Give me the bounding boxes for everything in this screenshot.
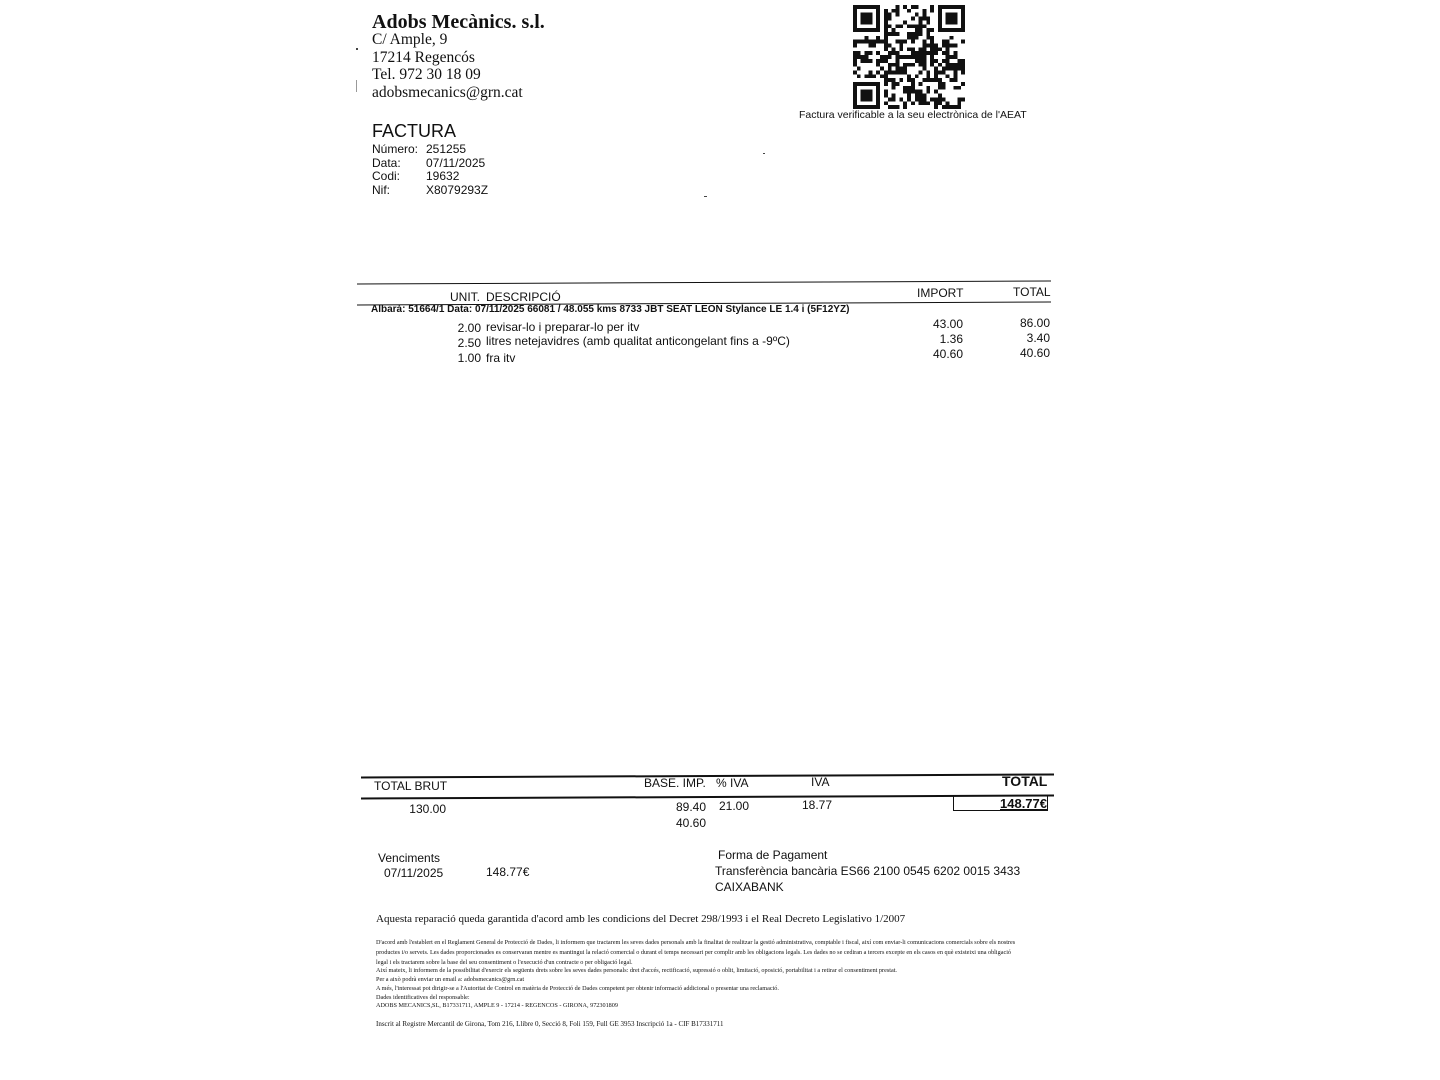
company-street: C/ Ample, 9 xyxy=(372,31,448,48)
totals-header-total: TOTAL xyxy=(1002,773,1048,789)
company-name: Adobs Mecànics. s.l. xyxy=(372,11,545,33)
guarantee-text: Aquesta reparació queda garantida d'acord amb les condicions del Decret 298/1993 i el Real Decreto Legislativo 1/2007 xyxy=(376,913,906,925)
row-import: 40.60 xyxy=(932,347,963,361)
scan-speck xyxy=(763,153,765,154)
albara-line: Albarà: 51664/1 Data: 07/11/2025 66081 / 48.055 kms 8733 JBT SEAT LEON Stylance LE 1.4 i (5F12YZ) xyxy=(371,304,850,315)
iva-amount-value: 18.77 xyxy=(802,798,833,812)
privacy-line: Així mateix, li informem de la possibilitat d'exercir els següents drets sobre les seves dades personals: dret d'accés, rectificació, supressió o oblit, limitació, oposició, portabilitat i a retirar el consentiment prestat. xyxy=(376,967,897,974)
row-description: revisar-lo i preparar-lo per itv xyxy=(486,320,640,334)
invoice-nif-label: Nif: xyxy=(372,183,390,197)
privacy-line: legal i els tractarem sobre la base del seu consentiment o l'execució d'un contracte o per obligació legal. xyxy=(376,959,633,966)
company-email: adobsmecanics@grn.cat xyxy=(372,84,523,101)
base-imponible-value: 89.40 xyxy=(675,800,706,814)
company-city: 17214 Regencós xyxy=(372,49,475,66)
row-unit: 1.00 xyxy=(457,351,481,365)
qr-code-icon xyxy=(853,5,965,109)
col-header-import: IMPORT xyxy=(917,286,964,300)
invoice-total-value: 148.77€ xyxy=(1000,796,1047,811)
row-unit: 2.00 xyxy=(457,321,481,335)
company-phone: Tel. 972 30 18 09 xyxy=(372,66,481,83)
row-description: fra itv xyxy=(486,351,516,365)
privacy-line: D'acord amb l'establert en el Reglament General de Protecció de Dades, li informem que tractarem les seves dades personals amb la finalitat de realitzar la gestió administrativa, comptable i fiscal, així com enviar-li comunicacions comercials sobre els nostres xyxy=(376,939,1016,946)
totals-header-brut: TOTAL BRUT xyxy=(374,779,448,793)
table-top-rule xyxy=(357,280,1051,284)
due-date: 07/11/2025 xyxy=(384,866,444,880)
totals-header-base: BASE. IMP. xyxy=(644,776,706,790)
qr-caption: Factura verificable a la seu electrònica de l'AEAT xyxy=(799,109,1027,121)
due-amount: 148.77€ xyxy=(486,865,530,879)
col-header-description: DESCRIPCIÓ xyxy=(486,290,561,304)
invoice-nif-value: X8079293Z xyxy=(426,183,489,197)
row-total: 3.40 xyxy=(1026,331,1050,345)
invoice-title: FACTURA xyxy=(372,121,457,141)
register-line: Inscrit al Registre Mercantil de Girona, Tom 216, Llibre 0, Secció 8, Foli 159, Full GE 3953 Inscripció 1a - CIF B17331711 xyxy=(376,1021,724,1028)
totals-header-pct: % IVA xyxy=(716,776,749,790)
totals-top-rule xyxy=(361,773,1054,778)
totals-header-rule xyxy=(361,794,1054,799)
invoice-date-label: Data: xyxy=(372,156,401,170)
privacy-line: A més, l'interessat pot dirigir-se a l'Autoritat de Control en matèria de Protecció de Dades competent per obtenir informació addicional o presentar una reclamació. xyxy=(376,985,779,992)
invoice-number-value: 251255 xyxy=(426,142,467,156)
row-description: litres netejavidres (amb qualitat anticongelant fins a -9ºC) xyxy=(486,334,790,348)
row-total: 40.60 xyxy=(1019,346,1050,360)
due-label: Venciments xyxy=(378,851,441,865)
privacy-line: Per a això podrà enviar un email a: adobsmecanics@grn.cat xyxy=(376,976,525,983)
col-header-total: TOTAL xyxy=(1013,285,1051,299)
totals-header-iva: IVA xyxy=(811,775,830,789)
scan-speck xyxy=(356,80,357,92)
base-imponible-value-2: 40.60 xyxy=(675,816,706,830)
privacy-line: ADOBS MECANICS,SL, B17331711, AMPLE 9 - 17214 - REGENCOS - GIRONA, 972301809 xyxy=(376,1002,618,1009)
total-brut-value: 130.00 xyxy=(409,802,446,816)
invoice-code-value: 19632 xyxy=(426,169,460,183)
invoice-code-label: Codi: xyxy=(372,169,401,183)
payment-method: Transferència bancària ES66 2100 0545 6202 0015 3433 xyxy=(715,864,1021,878)
iva-percent-value: 21.00 xyxy=(719,799,750,813)
privacy-line: productes i/o serveis. Les dades proporcionades es conservaran mentre es mantingui la relació comercial o durant el temps necessari per complir amb les obligacions legals. Les dades no se cediran a tercers excepte en els casos en què existeixi una obligació xyxy=(376,949,1012,956)
col-header-unit: UNIT. xyxy=(450,290,480,304)
payment-label: Forma de Pagament xyxy=(718,848,828,862)
row-import: 43.00 xyxy=(932,317,963,331)
invoice-number-label: Número: xyxy=(372,142,419,156)
scan-speck xyxy=(704,196,707,197)
scan-speck xyxy=(356,48,358,50)
privacy-line: Dades identificatives del responsable: xyxy=(376,994,470,1001)
row-total: 86.00 xyxy=(1019,316,1050,330)
payment-bank: CAIXABANK xyxy=(715,880,784,894)
invoice-date-value: 07/11/2025 xyxy=(426,156,486,170)
row-import: 1.36 xyxy=(939,332,963,346)
row-unit: 2.50 xyxy=(457,336,481,350)
